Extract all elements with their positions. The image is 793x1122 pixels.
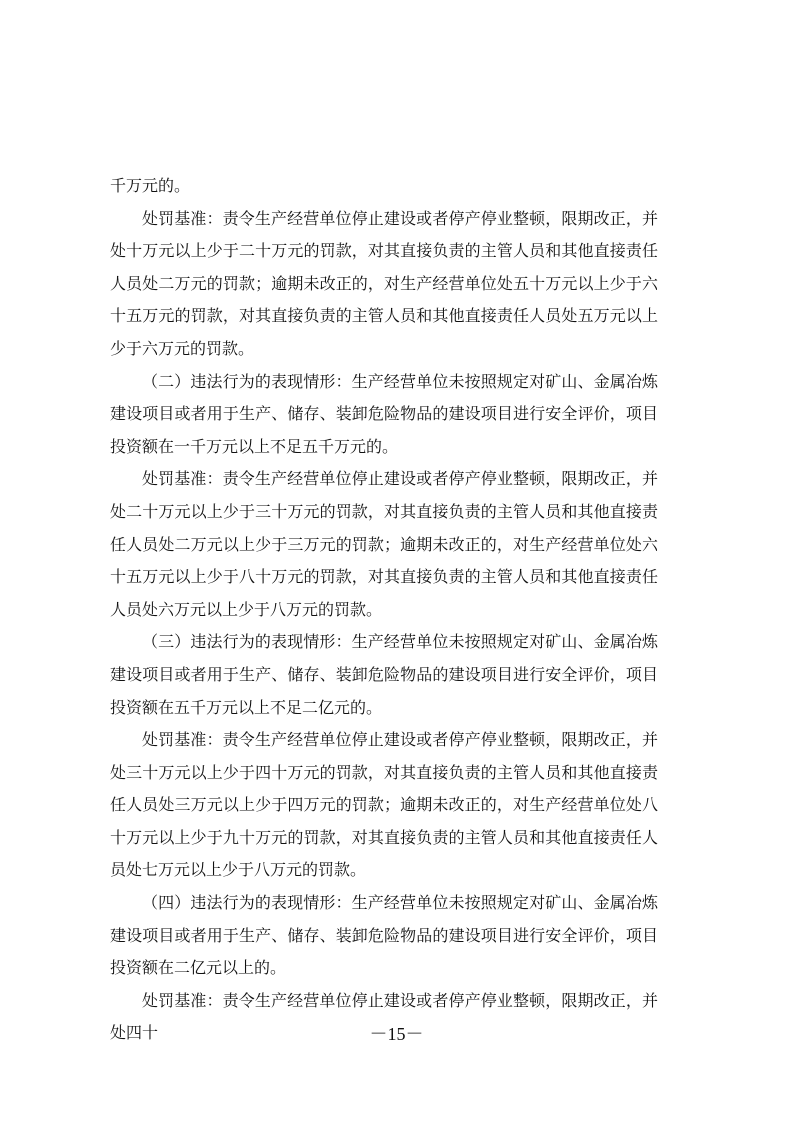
paragraph-continuation: 千万元的。 (110, 176, 191, 195)
page-number: －15－ (369, 1024, 424, 1044)
paragraph-violation-2: （二）违法行为的表现情形：生产经营单位未按照规定对矿山、金属冶炼建设项目或者用于生产、储存、装卸危险物品的建设项目进行安全评价，项目投资额在一千万元以上不足五千万元的。 (110, 371, 658, 456)
paragraph-penalty-standard-1: 处罚基准：责令生产经营单位停止建设或者停产停业整顿，限期改正，并处十万元以上少于二十万元的罚款，对其直接负责的主管人员和其他直接责任人员处二万元的罚款；逾期未改正的，对生产经营单位处五十万元以上少于六十五万元的罚款，对其直接负责的主管人员和其他直接责任人员处五万元以上少于六万元的罚款。 (110, 208, 658, 358)
paragraph-penalty-standard-3: 处罚基准：责令生产经营单位停止建设或者停产停业整顿，限期改正，并处三十万元以上少于四十万元的罚款，对其直接负责的主管人员和其他直接责任人员处三万元以上少于四万元的罚款；逾期未改正的，对生产经营单位处八十万元以上少于九十万元的罚款，对其直接负责的主管人员和其他直接责任人员处七万元以上少于八万元的罚款。 (110, 730, 658, 880)
paragraph-violation-4: （四）违法行为的表现情形：生产经营单位未按照规定对矿山、金属冶炼建设项目或者用于生产、储存、装卸危险物品的建设项目进行安全评价，项目投资额在二亿元以上的。 (110, 893, 658, 978)
paragraph-penalty-standard-2: 处罚基准：责令生产经营单位停止建设或者停产停业整顿，限期改正，并处二十万元以上少于三十万元的罚款，对其直接负责的主管人员和其他直接责任人员处二万元以上少于三万元的罚款；逾期未改正的，对生产经营单位处六十五万元以上少于八十万元的罚款，对其直接负责的主管人员和其他直接责任人员处六万元以上少于八万元的罚款。 (110, 469, 658, 619)
paragraph-penalty-standard-4: 处罚基准：责令生产经营单位停止建设或者停产停业整顿，限期改正，并处四十 (110, 990, 658, 1043)
paragraph-violation-3: （三）违法行为的表现情形：生产经营单位未按照规定对矿山、金属冶炼建设项目或者用于生产、储存、装卸危险物品的建设项目进行安全评价，项目投资额在五千万元以上不足二亿元的。 (110, 632, 658, 717)
document-body (110, 170, 658, 1050)
